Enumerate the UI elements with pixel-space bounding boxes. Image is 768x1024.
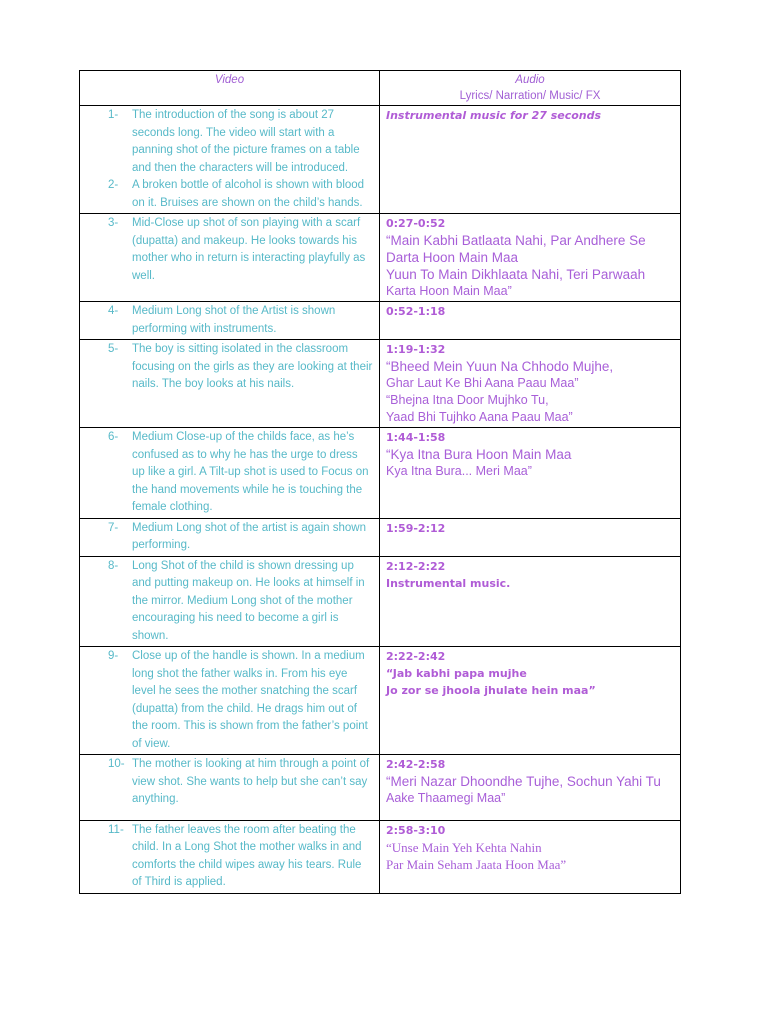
list-item xyxy=(86,648,373,753)
list-item xyxy=(86,520,373,555)
audio-header-subtitle: Lyrics/ Narration/ Music/ FX xyxy=(459,90,601,102)
table-row xyxy=(80,647,681,755)
item-text: Mid-Close up shot of son playing with a scarf (dupatta) and makeup. He looks towards his mother who in return is interacting playfully as well. xyxy=(132,217,366,282)
item-number: 11- xyxy=(108,823,124,836)
lyric-line: “Jab kabhi papa mujhe xyxy=(386,667,527,680)
item-number: 1- xyxy=(108,109,119,121)
table-row xyxy=(80,755,681,821)
lyric-line: “Unse Main Yeh Kehta Nahin xyxy=(386,839,542,855)
audio-cell xyxy=(380,820,681,893)
table-row xyxy=(80,302,681,340)
list-item xyxy=(86,822,373,892)
lyric-line: “Main Kabhi Batlaata Nahi, Par Andhere Se Darta Hoon Main Maa xyxy=(386,233,646,265)
lyric-line: “Bheed Mein Yuun Na Chhodo Mujhe, xyxy=(386,359,614,374)
item-number: 4- xyxy=(108,305,119,317)
item-text: Medium Close-up of the childs face, as he’s confused as to why he has the urge to dress up like a girl. A Tilt-up shot is used to Focus on the hand movements while he is touching the female clothing. xyxy=(132,431,369,513)
audio-cell xyxy=(380,428,681,519)
audio-header-title: Audio xyxy=(515,74,545,86)
lyric-line: “Meri Nazar Dhoondhe Tujhe, Sochun Yahi Tu xyxy=(386,774,661,789)
lyric-line: Yuun To Main Dikhlaata Nahi, Teri Parwaah xyxy=(386,267,646,282)
item-text: Medium Long shot of the Artist is shown performing with instruments. xyxy=(132,305,336,335)
lyric-line: “Kya Itna Bura Hoon Main Maa xyxy=(386,447,572,462)
list-item xyxy=(86,756,373,809)
audio-cell xyxy=(380,755,681,821)
video-cell xyxy=(80,755,380,821)
audio-cell xyxy=(380,556,681,647)
audio-cell xyxy=(380,214,681,302)
video-cell xyxy=(80,556,380,647)
item-number: 7- xyxy=(108,521,119,534)
item-number: 2- xyxy=(108,179,119,191)
list-item xyxy=(86,215,373,285)
timestamp: 1:44-1:58 xyxy=(386,431,446,444)
item-text: Close up of the handle is shown. In a medium long shot the father walks in. From his eye level he sees the mother snatching the scarf (dupatta) from the child. He drags him out of the room. This is shown from the father’s point of view. xyxy=(132,650,368,750)
storyboard-table xyxy=(79,70,681,894)
item-text: The introduction of the song is about 27 seconds long. The video will start with a panning shot of the picture frames on a table and then the characters will be introduced. xyxy=(132,109,360,174)
list-item xyxy=(86,177,373,212)
timestamp: 0:52-1:18 xyxy=(386,305,446,318)
video-cell xyxy=(80,820,380,893)
item-number: 9- xyxy=(108,650,119,662)
lyric-line: “Bhejna Itna Door Mujhko Tu, xyxy=(386,393,549,407)
item-number: 8- xyxy=(108,559,119,572)
lyric-line: Jo zor se jhoola jhulate hein maa” xyxy=(386,684,596,697)
list-item xyxy=(86,558,373,646)
timestamp: 2:12-2:22 xyxy=(386,559,446,573)
lyric-line: Yaad Bhi Tujhko Aana Paau Maa” xyxy=(386,410,573,424)
video-cell xyxy=(80,106,380,214)
item-number: 6- xyxy=(108,431,119,443)
table-row xyxy=(80,556,681,647)
item-number: 5- xyxy=(108,343,119,355)
list-item xyxy=(86,429,373,517)
video-cell xyxy=(80,302,380,340)
timestamp: 1:19-1:32 xyxy=(386,343,446,356)
audio-cell xyxy=(380,518,681,556)
list-item xyxy=(86,341,373,394)
audio-note: Instrumental music for 27 seconds xyxy=(386,109,602,122)
table-row xyxy=(80,340,681,428)
item-text: A broken bottle of alcohol is shown with blood on it. Bruises are shown on the child’s hands. xyxy=(132,179,365,209)
header-row xyxy=(80,71,681,106)
table-row xyxy=(80,214,681,302)
video-cell xyxy=(80,214,380,302)
audio-cell xyxy=(380,302,681,340)
audio-header xyxy=(380,71,681,106)
lyric-line: Kya Itna Bura... Meri Maa” xyxy=(386,464,532,478)
video-cell xyxy=(80,518,380,556)
lyric-line: Karta Hoon Main Maa” xyxy=(386,284,512,298)
item-text: The boy is sitting isolated in the classroom focusing on the girls as they are looking at their nails. The boy looks at his nails. xyxy=(132,343,373,390)
lyric-line: Par Main Seham Jaata Hoon Maa” xyxy=(386,856,567,872)
item-text: Medium Long shot of the artist is again shown performing. xyxy=(132,521,366,551)
item-text: The mother is looking at him through a point of view shot. She wants to help but she can’t say anything. xyxy=(132,758,370,805)
timestamp: 0:27-0:52 xyxy=(386,217,446,230)
item-text: The father leaves the room after beating the child. In a Long Shot the mother walks in and comforts the child wipes away his tears. Rule of Third is applied. xyxy=(132,823,362,888)
table-row xyxy=(80,428,681,519)
video-cell xyxy=(80,428,380,519)
video-cell xyxy=(80,647,380,755)
item-number: 3- xyxy=(108,217,119,229)
video-cell xyxy=(80,340,380,428)
audio-cell xyxy=(380,340,681,428)
audio-cell xyxy=(380,106,681,214)
table-row xyxy=(80,518,681,556)
list-item xyxy=(86,107,373,177)
audio-note: Instrumental music. xyxy=(386,576,511,590)
list-item xyxy=(86,303,373,338)
timestamp: 2:42-2:58 xyxy=(386,758,446,771)
timestamp: 1:59-2:12 xyxy=(386,521,446,535)
video-header: Video xyxy=(80,71,380,106)
table-row xyxy=(80,820,681,893)
timestamp: 2:58-3:10 xyxy=(386,823,446,837)
timestamp: 2:22-2:42 xyxy=(386,650,446,663)
item-number: 10- xyxy=(108,758,125,770)
lyric-line: Aake Thaamegi Maa” xyxy=(386,791,506,805)
audio-cell xyxy=(380,647,681,755)
item-text: Long Shot of the child is shown dressing up and putting makeup on. He looks at himself in the mirror. Medium Long shot of the mother encouraging his need to become a girl is shown. xyxy=(132,559,365,642)
table-row xyxy=(80,106,681,214)
lyric-line: Ghar Laut Ke Bhi Aana Paau Maa” xyxy=(386,376,579,390)
